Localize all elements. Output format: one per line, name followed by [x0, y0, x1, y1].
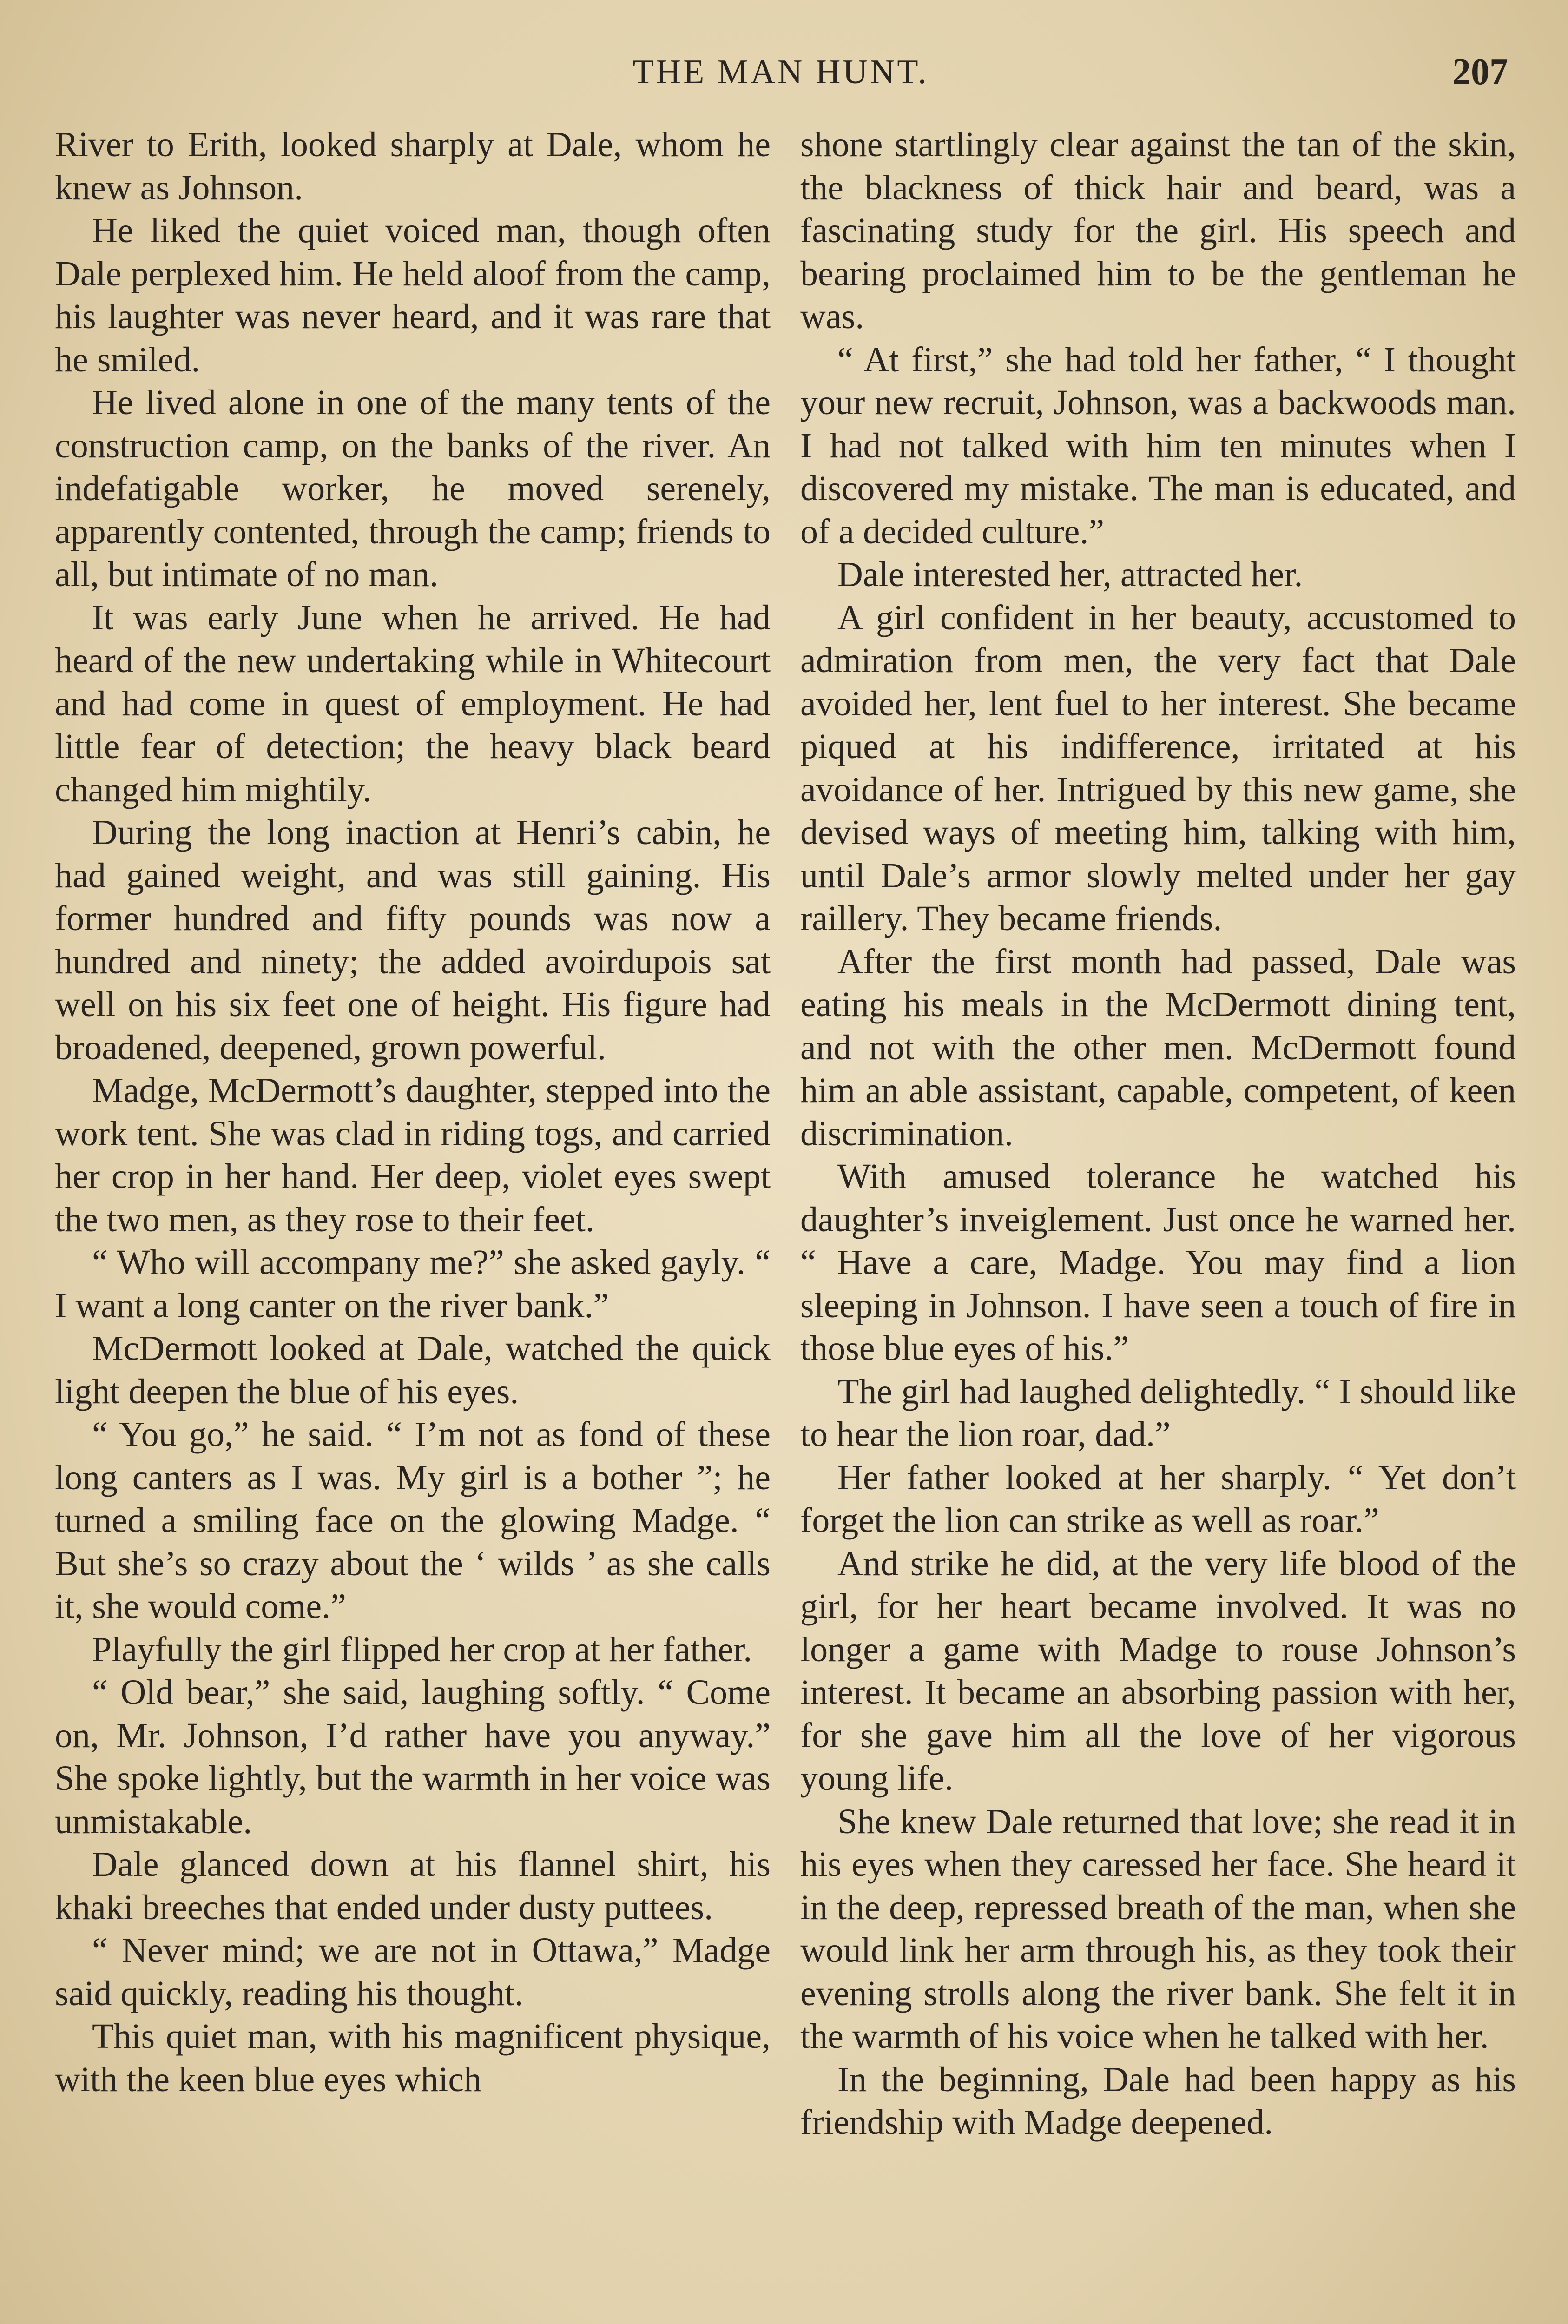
paragraph: In the beginning, Dale had been happy as his friendship with Madge deepened. [800, 2060, 1516, 2142]
running-title: THE MAN HUNT. [632, 53, 929, 91]
paragraph: With amused tolerance he watched his daughter’s inveiglement. Just once he warned her. “ Have a care, Madge. You may find a lion sleeping in Johnson. I have seen a touch of fire in those blue eyes of his.” [800, 1157, 1516, 1368]
right-column [800, 123, 1516, 2144]
paragraph: Dale interested her, attracted her. [837, 555, 1303, 594]
left-column [55, 123, 771, 2101]
paragraph: During the long inaction at Henri’s cabin, he had gained weight, and was still gaining. His former hundred and fifty pounds was now a hundred and ninety; the added avoirdupois sat well on his six feet one of height. His figure had broadened, deepened, grown powerful. [55, 813, 771, 1067]
paragraph: Playfully the girl flipped her crop at her father. [92, 1630, 752, 1669]
paragraph: After the first month had passed, Dale was eating his meals in the McDermott dining tent, and not with the other men. McDermott found him an able assistant, capable, competent, of keen discrimination. [800, 942, 1516, 1153]
page-number: 207 [1452, 52, 1508, 92]
paragraph: He lived alone in one of the many tents of the construction camp, on the banks of the river. An indefatigable worker, he moved serenely, apparently contented, through the camp; friends to all, but intimate of no man. [55, 383, 771, 594]
paragraph: River to Erith, looked sharply at Dale, whom he knew as Johnson. [55, 125, 771, 207]
paragraph: Her father looked at her sharply. “ Yet don’t forget the lion can strike as well as roar.” [800, 1458, 1516, 1540]
paragraph: And strike he did, at the very life blood of the girl, for her heart became involved. It was no longer a game with Madge to rouse Johnson’s interest. It became an absorbing passion with her, for she gave him all the love of her vigorous young life. [800, 1544, 1516, 1798]
paragraph: “ Who will accompany me?” she asked gayly. “ I want a long canter on the river bank.” [55, 1243, 771, 1325]
paragraph: Madge, McDermott’s daughter, stepped into the work tent. She was clad in riding togs, and carried her crop in her hand. Her deep, violet eyes swept the two men, as they rose to their feet. [55, 1071, 771, 1239]
paragraph: McDermott looked at Dale, watched the quick light deepen the blue of his eyes. [55, 1329, 771, 1411]
paragraph: shone startlingly clear against the tan of the skin, the blackness of thick hair and beard, was a fascinating study for the girl. His speech and bearing proclaimed him to be the gentleman he was. [800, 125, 1516, 336]
paragraph: “ You go,” he said. “ I’m not as fond of these long canters as I was. My girl is a bother ”; he turned a smiling face on the glowing Madge. “ But she’s so crazy about the ‘ wilds ’ as she calls it, she would come.” [55, 1415, 771, 1626]
paragraph: He liked the quiet voiced man, though often Dale perplexed him. He held aloof from the camp, his laughter was never heard, and it was rare that he smiled. [55, 211, 771, 379]
paragraph: She knew Dale returned that love; she read it in his eyes when they caressed her face. She heard it in the deep, repressed breath of the man, when she would link her arm through his, as they took their evening strolls along the river bank. She felt it in the warmth of his voice when he talked with her. [800, 1802, 1516, 2056]
paragraph: It was early June when he arrived. He had heard of the new undertaking while in Whitecourt and had come in quest of employment. He had little fear of detection; the heavy black beard changed him mightily. [55, 598, 771, 809]
page-header [53, 44, 1508, 100]
paragraph: “ Never mind; we are not in Ottawa,” Madge said quickly, reading his thought. [55, 1931, 771, 2013]
paragraph: Dale glanced down at his flannel shirt, his khaki breeches that ended under dusty puttees. [55, 1845, 771, 1927]
paragraph: “ At first,” she had told her father, “ I thought your new recruit, Johnson, was a backwoods man. I had not talked with him ten minutes when I discovered my mistake. The man is educated, and of a decided culture.” [800, 340, 1516, 551]
paragraph: The girl had laughed delightedly. “ I should like to hear the lion roar, dad.” [800, 1372, 1516, 1454]
paragraph: “ Old bear,” she said, laughing softly. “ Come on, Mr. Johnson, I’d rather have you anyway.” She spoke lightly, but the warmth in her voice was unmistakable. [55, 1673, 771, 1841]
paragraph: A girl confident in her beauty, accustomed to admiration from men, the very fact that Dale avoided her, lent fuel to her interest. She became piqued at his indifference, irritated at his avoidance of her. Intrigued by this new game, she devised ways of meeting him, talking with him, until Dale’s armor slowly melted under her gay raillery. They became friends. [800, 598, 1516, 938]
paragraph: This quiet man, with his magnificent physique, with the keen blue eyes which [55, 2017, 771, 2099]
